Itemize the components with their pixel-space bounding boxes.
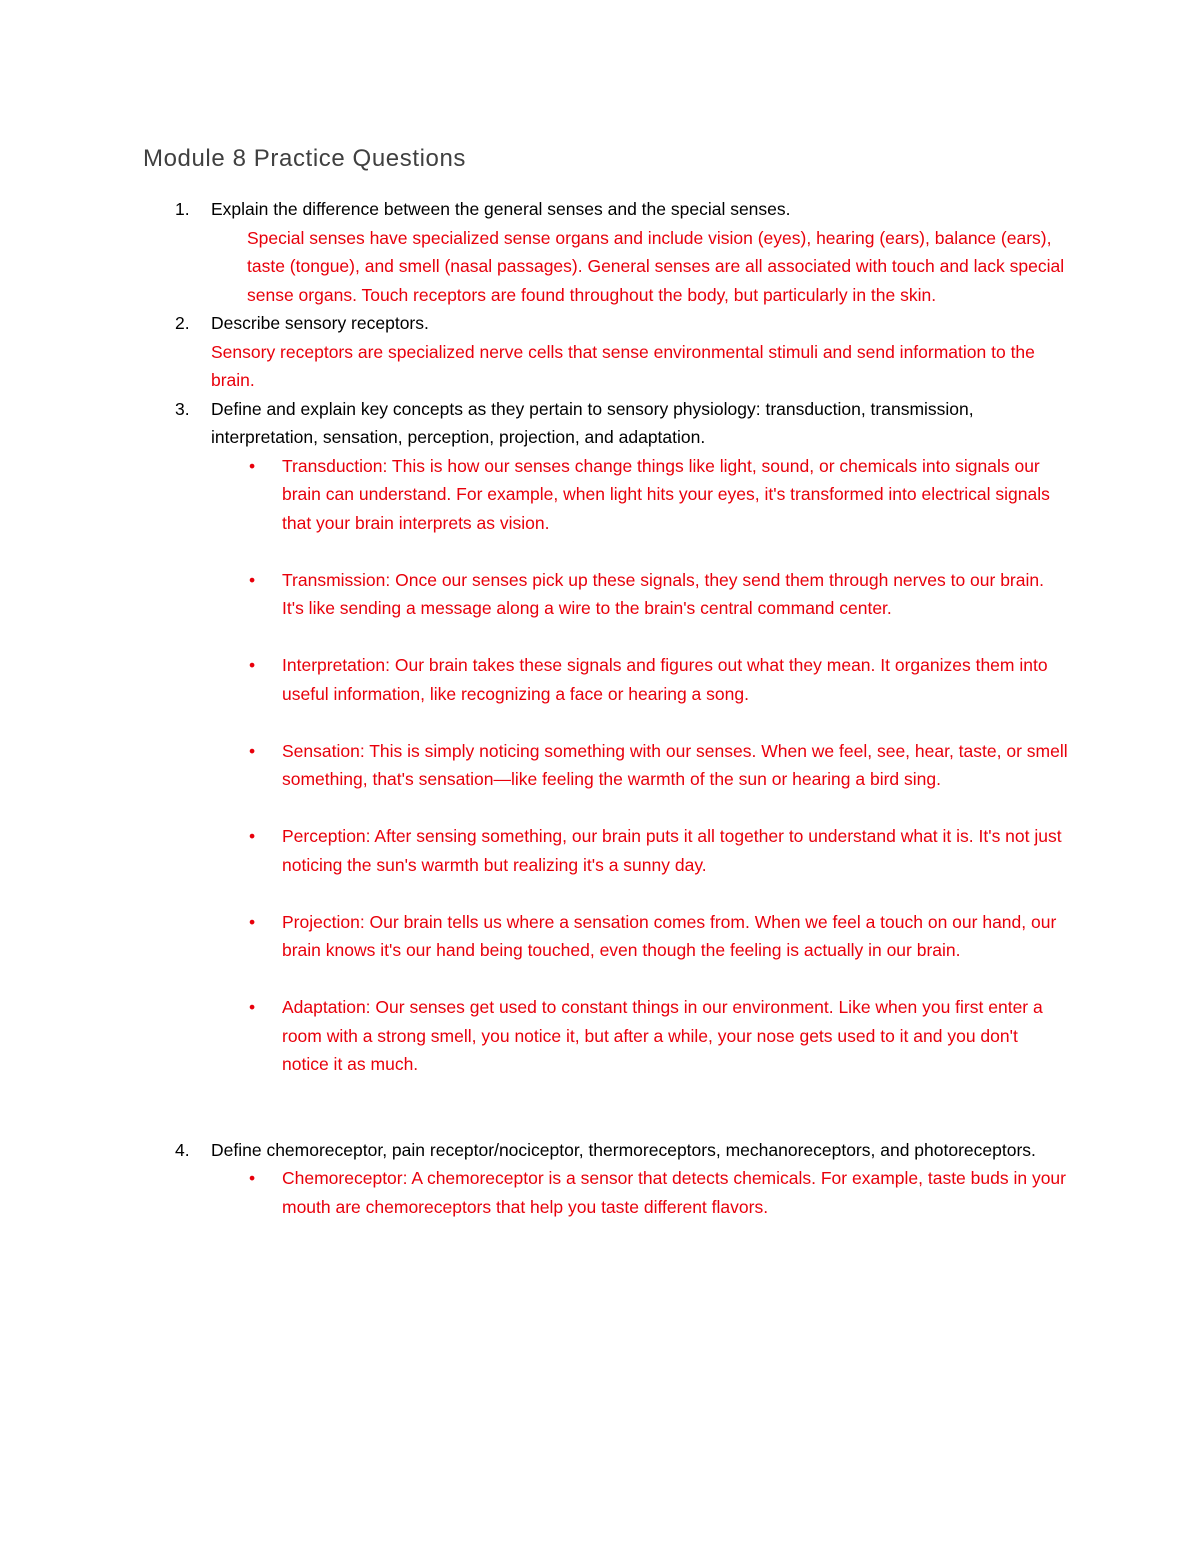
bullet-icon: • <box>249 455 256 476</box>
bullet-text: Projection: Our brain tells us where a sensation comes from. When we feel a touch on our hand, our brain knows it's our hand being touched, even though the feeling is actually in our brain. <box>282 911 1057 960</box>
question-1 <box>143 195 1068 309</box>
answer-bullet-interpretation <box>211 651 1068 708</box>
answer-bullet-perception <box>211 822 1068 879</box>
bullet-icon: • <box>249 569 256 590</box>
question-list <box>143 195 1068 1221</box>
bullet-text: Perception: After sensing something, our brain puts it all together to understand what it is. It's not just noticing the sun's warmth but realizing it's a sunny day. <box>282 826 1062 875</box>
question-number: 2. <box>175 313 190 333</box>
question-4 <box>143 1136 1068 1222</box>
question-number: 1. <box>175 199 190 219</box>
bullet-icon: • <box>249 997 256 1017</box>
answer-bullet-projection <box>211 908 1068 965</box>
question-text: Explain the difference between the general senses and the special senses. <box>211 199 791 219</box>
bullet-text: Interpretation: Our brain takes these signals and figures out what they mean. It organizes them into useful information, like recognizing a face or hearing a song. <box>282 655 1048 704</box>
answer-bullet-list <box>211 452 1068 1079</box>
bullet-icon: • <box>249 911 256 932</box>
answer-bullet-adaptation <box>211 993 1068 1079</box>
question-number: 3. <box>175 398 190 419</box>
answer-bullet-transmission <box>211 566 1068 623</box>
question-3 <box>143 395 1068 1079</box>
question-text: Describe sensory receptors. <box>211 313 429 333</box>
bullet-icon: • <box>249 1168 256 1188</box>
answer-text: Sensory receptors are specialized nerve cells that sense environmental stimuli and send information to the brain. <box>211 341 1035 390</box>
bullet-text: Transmission: Once our senses pick up these signals, they send them through nerves to our brain. It's like sending a message along a wire to the brain's central command center. <box>282 569 1044 618</box>
question-text: Define and explain key concepts as they pertain to sensory physiology: transduction, transmission, interpretation, sensation, perception, projection, and adaptation. <box>211 398 974 447</box>
bullet-icon: • <box>249 655 256 675</box>
document-title: Module 8 Practice Questions <box>143 145 467 172</box>
answer-bullet-list <box>211 1164 1068 1221</box>
answer-bullet-chemoreceptor <box>211 1164 1068 1221</box>
bullet-text: Transduction: This is how our senses change things like light, sound, or chemicals into signals our brain can understand. For example, when light hits your eyes, it's transformed into electrical signals that your brain interprets as vision. <box>282 455 1050 533</box>
question-text: Define chemoreceptor, pain receptor/nociceptor, thermoreceptors, mechanoreceptors, and photoreceptors. <box>211 1139 1036 1160</box>
bullet-text: Adaptation: Our senses get used to constant things in our environment. Like when you first enter a room with a strong smell, you notice it, but after a while, your nose gets used to it and you don't notice it as much. <box>282 997 1043 1074</box>
bullet-icon: • <box>249 826 256 846</box>
bullet-text: Chemoreceptor: A chemoreceptor is a sensor that detects chemicals. For example, taste buds in your mouth are chemoreceptors that help you taste different flavors. <box>282 1168 1066 1217</box>
question-2 <box>143 309 1068 395</box>
question-number: 4. <box>175 1139 190 1160</box>
answer-bullet-transduction <box>211 452 1068 538</box>
answer-bullet-sensation <box>211 737 1068 794</box>
bullet-text: Sensation: This is simply noticing something with our senses. When we feel, see, hear, taste, or smell something, that's sensation—like feeling the warmth of the sun or hearing a bird sing. <box>282 740 1068 789</box>
answer-text: Special senses have specialized sense organs and include vision (eyes), hearing (ears), balance (ears), taste (tongue), and smell (nasal passages). General senses are all associated with touch and lack special sense organs. Touch receptors are found throughout the body, but particularly in the skin. <box>247 227 1065 305</box>
bullet-icon: • <box>249 740 256 761</box>
